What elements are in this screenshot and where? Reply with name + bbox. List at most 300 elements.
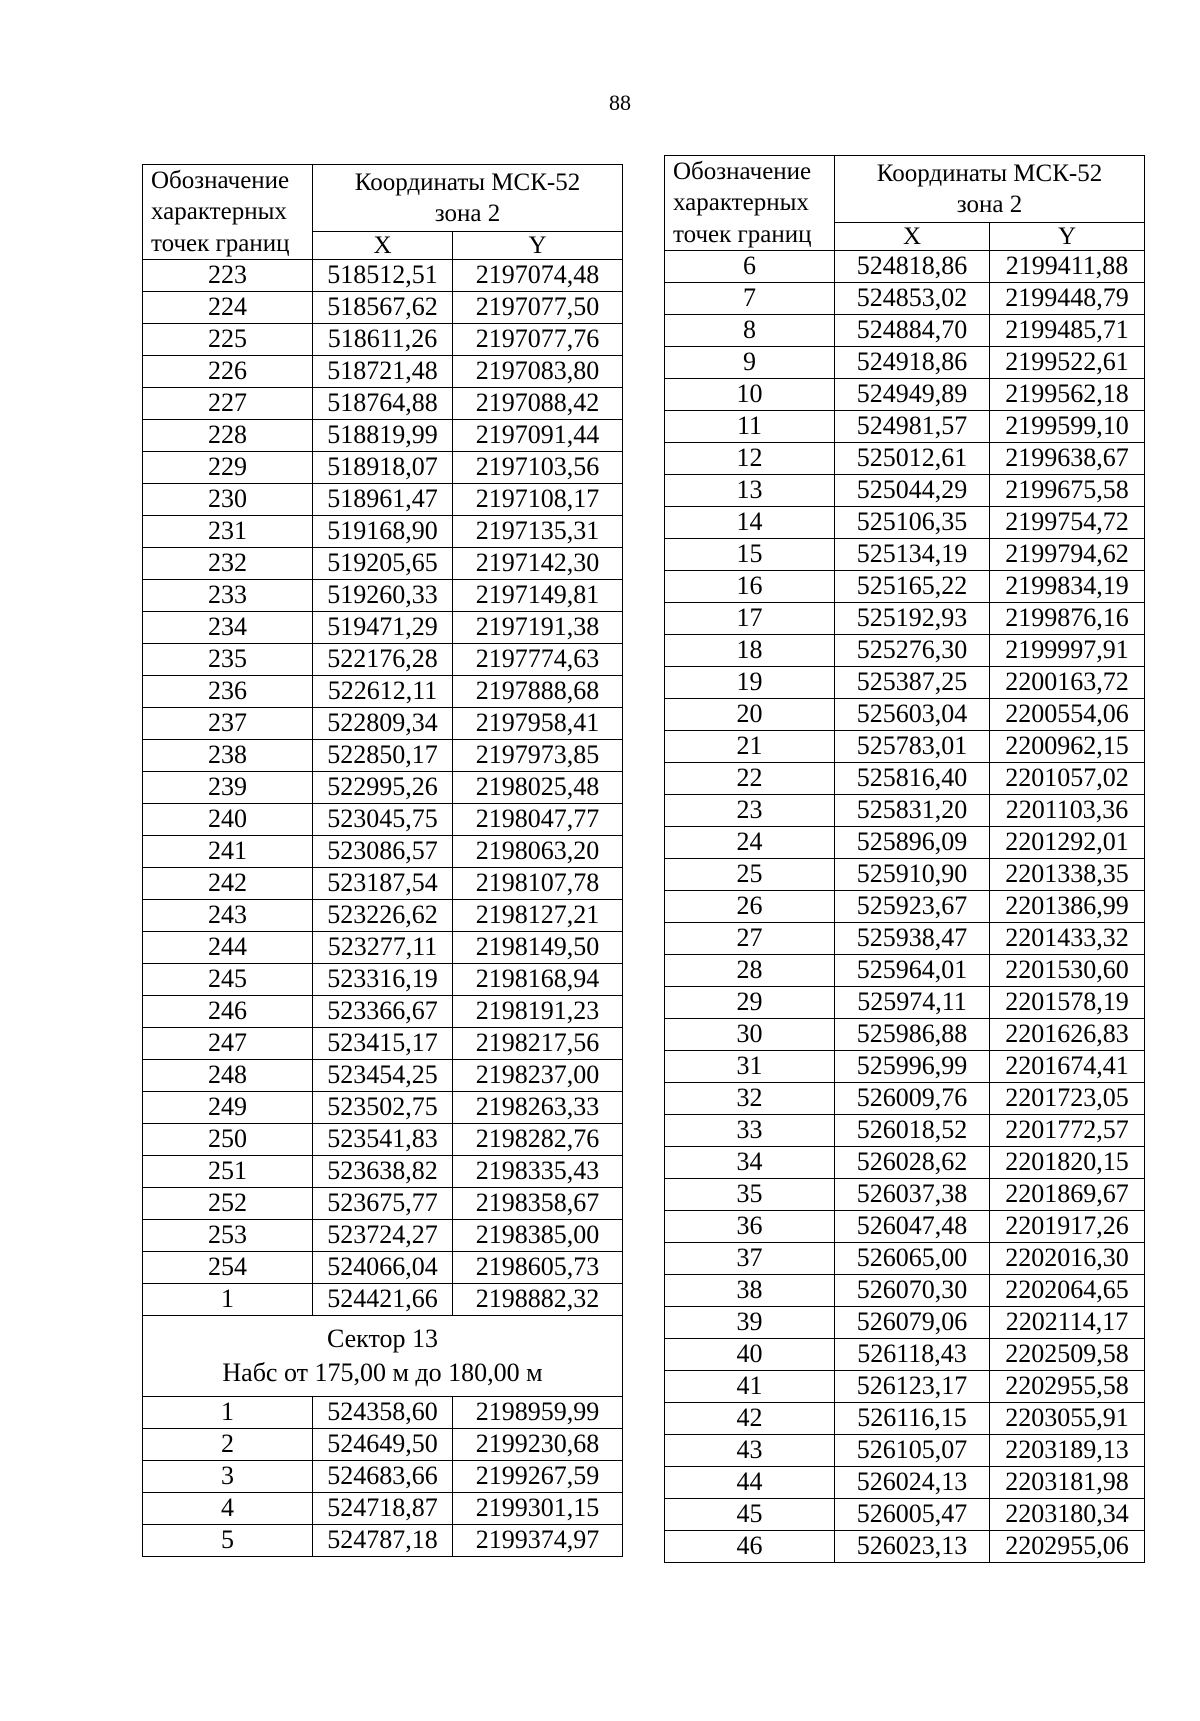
y-cell: 2197103,56 xyxy=(453,451,623,483)
table-row xyxy=(143,1059,623,1091)
point-id-cell: 32 xyxy=(665,1082,835,1114)
x-cell: 526018,52 xyxy=(835,1114,990,1146)
x-cell: 518721,48 xyxy=(313,355,453,387)
table-row xyxy=(665,1146,1145,1178)
x-cell: 524884,70 xyxy=(835,314,990,346)
x-cell: 518611,26 xyxy=(313,323,453,355)
sector-header-row xyxy=(143,1315,623,1396)
x-cell: 519168,90 xyxy=(313,515,453,547)
x-cell: 525387,25 xyxy=(835,666,990,698)
y-cell: 2197108,17 xyxy=(453,483,623,515)
x-cell: 526105,07 xyxy=(835,1434,990,1466)
y-cell: 2198191,23 xyxy=(453,995,623,1027)
x-cell: 526009,76 xyxy=(835,1082,990,1114)
x-cell: 523045,75 xyxy=(313,803,453,835)
y-cell: 2198335,43 xyxy=(453,1155,623,1187)
table-row xyxy=(665,1402,1145,1434)
table-row xyxy=(143,1492,623,1524)
y-cell: 2199301,15 xyxy=(453,1492,623,1524)
table-row xyxy=(665,890,1145,922)
x-cell: 518918,07 xyxy=(313,451,453,483)
y-cell: 2197774,63 xyxy=(453,643,623,675)
x-cell: 523415,17 xyxy=(313,1027,453,1059)
y-cell: 2201772,57 xyxy=(990,1114,1145,1146)
x-cell: 525996,99 xyxy=(835,1050,990,1082)
y-cell: 2201820,15 xyxy=(990,1146,1145,1178)
x-cell: 525134,19 xyxy=(835,538,990,570)
point-id-cell: 35 xyxy=(665,1178,835,1210)
point-id-cell: 3 xyxy=(143,1460,313,1492)
x-cell: 525603,04 xyxy=(835,698,990,730)
point-id-cell: 44 xyxy=(665,1466,835,1498)
table-row xyxy=(143,803,623,835)
y-cell: 2201917,26 xyxy=(990,1210,1145,1242)
x-cell: 522176,28 xyxy=(313,643,453,675)
point-id-cell: 6 xyxy=(665,250,835,282)
point-label-header: Обозначение характерных точек границ xyxy=(665,156,835,251)
table-row xyxy=(665,250,1145,282)
point-id-cell: 1 xyxy=(143,1283,313,1315)
table-row xyxy=(143,611,623,643)
table-row xyxy=(143,1524,623,1556)
y-cell: 2201723,05 xyxy=(990,1082,1145,1114)
y-cell: 2199448,79 xyxy=(990,282,1145,314)
table-row xyxy=(665,1082,1145,1114)
table-row xyxy=(665,538,1145,570)
y-cell: 2201626,83 xyxy=(990,1018,1145,1050)
y-cell: 2198127,21 xyxy=(453,899,623,931)
x-cell: 524421,66 xyxy=(313,1283,453,1315)
y-cell: 2203189,13 xyxy=(990,1434,1145,1466)
y-cell: 2197149,81 xyxy=(453,579,623,611)
y-cell: 2199374,97 xyxy=(453,1524,623,1556)
point-id-cell: 42 xyxy=(665,1402,835,1434)
y-cell: 2197077,50 xyxy=(453,291,623,323)
point-id-cell: 253 xyxy=(143,1219,313,1251)
y-header: Y xyxy=(990,223,1145,251)
y-cell: 2198107,78 xyxy=(453,867,623,899)
point-id-cell: 25 xyxy=(665,858,835,890)
x-cell: 525964,01 xyxy=(835,954,990,986)
y-cell: 2198282,76 xyxy=(453,1123,623,1155)
y-cell: 2197973,85 xyxy=(453,739,623,771)
table-row xyxy=(143,547,623,579)
table-row xyxy=(143,1251,623,1283)
y-cell: 2199267,59 xyxy=(453,1460,623,1492)
point-id-cell: 229 xyxy=(143,451,313,483)
table-row xyxy=(143,899,623,931)
x-cell: 523675,77 xyxy=(313,1187,453,1219)
x-cell: 526123,17 xyxy=(835,1370,990,1402)
x-cell: 525923,67 xyxy=(835,890,990,922)
point-id-cell: 38 xyxy=(665,1274,835,1306)
y-cell: 2201338,35 xyxy=(990,858,1145,890)
y-cell: 2202016,30 xyxy=(990,1242,1145,1274)
point-id-cell: 248 xyxy=(143,1059,313,1091)
point-id-cell: 21 xyxy=(665,730,835,762)
x-cell: 526023,13 xyxy=(835,1530,990,1562)
x-cell: 525044,29 xyxy=(835,474,990,506)
point-id-cell: 20 xyxy=(665,698,835,730)
x-cell: 526028,62 xyxy=(835,1146,990,1178)
point-id-cell: 9 xyxy=(665,346,835,378)
table-row xyxy=(665,666,1145,698)
x-cell: 526037,38 xyxy=(835,1178,990,1210)
table-row xyxy=(143,1460,623,1492)
table-row xyxy=(143,1155,623,1187)
table-row xyxy=(143,643,623,675)
point-id-cell: 37 xyxy=(665,1242,835,1274)
x-cell: 524981,57 xyxy=(835,410,990,442)
point-id-cell: 225 xyxy=(143,323,313,355)
point-id-cell: 39 xyxy=(665,1306,835,1338)
sector-title: Сектор 13 xyxy=(326,1323,438,1353)
point-id-cell: 240 xyxy=(143,803,313,835)
y-cell: 2199675,58 xyxy=(990,474,1145,506)
y-cell: 2198263,33 xyxy=(453,1091,623,1123)
y-cell: 2197088,42 xyxy=(453,387,623,419)
point-id-cell: 236 xyxy=(143,675,313,707)
point-id-cell: 250 xyxy=(143,1123,313,1155)
y-cell: 2199754,72 xyxy=(990,506,1145,538)
table-row xyxy=(143,867,623,899)
x-cell: 525192,93 xyxy=(835,602,990,634)
x-cell: 524683,66 xyxy=(313,1460,453,1492)
point-id-cell: 242 xyxy=(143,867,313,899)
y-cell: 2199638,67 xyxy=(990,442,1145,474)
x-cell: 525276,30 xyxy=(835,634,990,666)
point-id-cell: 231 xyxy=(143,515,313,547)
y-cell: 2198385,00 xyxy=(453,1219,623,1251)
table-row xyxy=(665,570,1145,602)
table-row xyxy=(143,355,623,387)
y-cell: 2201869,67 xyxy=(990,1178,1145,1210)
point-id-cell: 16 xyxy=(665,570,835,602)
x-cell: 525012,61 xyxy=(835,442,990,474)
point-id-cell: 243 xyxy=(143,899,313,931)
table-row xyxy=(665,986,1145,1018)
point-id-cell: 30 xyxy=(665,1018,835,1050)
y-cell: 2201578,19 xyxy=(990,986,1145,1018)
x-cell: 526118,43 xyxy=(835,1338,990,1370)
x-cell: 523541,83 xyxy=(313,1123,453,1155)
table-row xyxy=(143,259,623,291)
x-cell: 526116,15 xyxy=(835,1402,990,1434)
point-id-cell: 23 xyxy=(665,794,835,826)
point-id-cell: 234 xyxy=(143,611,313,643)
x-cell: 524787,18 xyxy=(313,1524,453,1556)
y-cell: 2197142,30 xyxy=(453,547,623,579)
y-cell: 2199876,16 xyxy=(990,602,1145,634)
table-row xyxy=(143,579,623,611)
y-cell: 2201103,36 xyxy=(990,794,1145,826)
table-row xyxy=(665,1114,1145,1146)
point-id-cell: 241 xyxy=(143,835,313,867)
sector-header xyxy=(143,1315,623,1396)
point-id-cell: 252 xyxy=(143,1187,313,1219)
x-cell: 524853,02 xyxy=(835,282,990,314)
y-cell: 2198358,67 xyxy=(453,1187,623,1219)
table-row xyxy=(143,1187,623,1219)
x-cell: 525896,09 xyxy=(835,826,990,858)
table-row xyxy=(143,291,623,323)
table-row xyxy=(143,1027,623,1059)
table-row xyxy=(665,954,1145,986)
x-cell: 523086,57 xyxy=(313,835,453,867)
point-id-cell: 11 xyxy=(665,410,835,442)
x-cell: 526070,30 xyxy=(835,1274,990,1306)
point-id-cell: 13 xyxy=(665,474,835,506)
table-row xyxy=(665,1210,1145,1242)
table-row xyxy=(143,707,623,739)
table-row xyxy=(143,515,623,547)
x-cell: 525910,90 xyxy=(835,858,990,890)
x-cell: 525938,47 xyxy=(835,922,990,954)
y-cell: 2197958,41 xyxy=(453,707,623,739)
y-cell: 2201386,99 xyxy=(990,890,1145,922)
table-row xyxy=(143,483,623,515)
x-cell: 524949,89 xyxy=(835,378,990,410)
y-cell: 2199599,10 xyxy=(990,410,1145,442)
point-id-cell: 14 xyxy=(665,506,835,538)
x-cell: 523187,54 xyxy=(313,867,453,899)
table-row xyxy=(143,739,623,771)
x-cell: 523366,67 xyxy=(313,995,453,1027)
table-row xyxy=(143,1428,623,1460)
table-row xyxy=(665,826,1145,858)
y-cell: 2200163,72 xyxy=(990,666,1145,698)
point-id-cell: 19 xyxy=(665,666,835,698)
coordinates-table-left xyxy=(142,164,623,1557)
x-cell: 523277,11 xyxy=(313,931,453,963)
y-cell: 2199794,62 xyxy=(990,538,1145,570)
y-cell: 2197074,48 xyxy=(453,259,623,291)
table-row xyxy=(665,282,1145,314)
x-cell: 522612,11 xyxy=(313,675,453,707)
x-cell: 524358,60 xyxy=(313,1396,453,1428)
x-cell: 522809,34 xyxy=(313,707,453,739)
y-cell: 2197091,44 xyxy=(453,419,623,451)
point-id-cell: 26 xyxy=(665,890,835,922)
point-id-cell: 227 xyxy=(143,387,313,419)
table-row xyxy=(665,762,1145,794)
table-row xyxy=(143,451,623,483)
table-row xyxy=(665,474,1145,506)
point-id-cell: 239 xyxy=(143,771,313,803)
point-id-cell: 31 xyxy=(665,1050,835,1082)
x-cell: 525783,01 xyxy=(835,730,990,762)
point-id-cell: 40 xyxy=(665,1338,835,1370)
table-row xyxy=(143,419,623,451)
point-id-cell: 36 xyxy=(665,1210,835,1242)
coordinates-table-right xyxy=(664,155,1145,1563)
table-row xyxy=(665,1178,1145,1210)
point-id-cell: 228 xyxy=(143,419,313,451)
point-id-cell: 5 xyxy=(143,1524,313,1556)
y-cell: 2197083,80 xyxy=(453,355,623,387)
table-row xyxy=(665,1050,1145,1082)
table-row xyxy=(143,387,623,419)
point-id-cell: 251 xyxy=(143,1155,313,1187)
x-cell: 524066,04 xyxy=(313,1251,453,1283)
y-cell: 2198168,94 xyxy=(453,963,623,995)
table-row xyxy=(665,922,1145,954)
table-row xyxy=(143,675,623,707)
table-row xyxy=(665,1370,1145,1402)
point-id-cell: 33 xyxy=(665,1114,835,1146)
table-row xyxy=(143,1396,623,1428)
point-id-cell: 245 xyxy=(143,963,313,995)
x-header: X xyxy=(313,232,453,260)
table-row xyxy=(143,995,623,1027)
x-cell: 525974,11 xyxy=(835,986,990,1018)
y-header: Y xyxy=(453,232,623,260)
sector-subtitle: Набс от 175,00 м до 180,00 м xyxy=(222,1357,543,1387)
y-cell: 2202509,58 xyxy=(990,1338,1145,1370)
y-cell: 2199562,18 xyxy=(990,378,1145,410)
point-id-cell: 254 xyxy=(143,1251,313,1283)
y-cell: 2202955,58 xyxy=(990,1370,1145,1402)
table-row xyxy=(143,1283,623,1315)
y-cell: 2198025,48 xyxy=(453,771,623,803)
x-cell: 519471,29 xyxy=(313,611,453,643)
x-cell: 525165,22 xyxy=(835,570,990,602)
page-number: 88 xyxy=(609,90,631,115)
x-cell: 526024,13 xyxy=(835,1466,990,1498)
y-cell: 2198605,73 xyxy=(453,1251,623,1283)
point-id-cell: 223 xyxy=(143,259,313,291)
x-cell: 525106,35 xyxy=(835,506,990,538)
x-cell: 524818,86 xyxy=(835,250,990,282)
y-cell: 2199997,91 xyxy=(990,634,1145,666)
table-row xyxy=(665,698,1145,730)
y-cell: 2203180,34 xyxy=(990,1498,1145,1530)
point-id-cell: 41 xyxy=(665,1370,835,1402)
table-row xyxy=(143,1091,623,1123)
table-row xyxy=(665,442,1145,474)
x-cell: 523502,75 xyxy=(313,1091,453,1123)
point-id-cell: 12 xyxy=(665,442,835,474)
x-cell: 523638,82 xyxy=(313,1155,453,1187)
x-cell: 523454,25 xyxy=(313,1059,453,1091)
table-row xyxy=(143,771,623,803)
table-row xyxy=(665,730,1145,762)
point-id-cell: 22 xyxy=(665,762,835,794)
x-cell: 524649,50 xyxy=(313,1428,453,1460)
point-id-cell: 226 xyxy=(143,355,313,387)
point-id-cell: 244 xyxy=(143,931,313,963)
point-id-cell: 224 xyxy=(143,291,313,323)
y-cell: 2200962,15 xyxy=(990,730,1145,762)
x-cell: 525816,40 xyxy=(835,762,990,794)
y-cell: 2201057,02 xyxy=(990,762,1145,794)
x-cell: 519260,33 xyxy=(313,579,453,611)
table-row xyxy=(665,1242,1145,1274)
coords-title-header: Координаты МСК-52 зона 2 xyxy=(313,165,623,232)
x-cell: 518819,99 xyxy=(313,419,453,451)
x-cell: 524918,86 xyxy=(835,346,990,378)
x-cell: 526079,06 xyxy=(835,1306,990,1338)
point-id-cell: 235 xyxy=(143,643,313,675)
y-cell: 2198237,00 xyxy=(453,1059,623,1091)
x-cell: 522995,26 xyxy=(313,771,453,803)
y-cell: 2198149,50 xyxy=(453,931,623,963)
point-id-cell: 45 xyxy=(665,1498,835,1530)
table-row xyxy=(665,346,1145,378)
point-id-cell: 230 xyxy=(143,483,313,515)
x-cell: 526047,48 xyxy=(835,1210,990,1242)
table-row xyxy=(143,323,623,355)
y-cell: 2200554,06 xyxy=(990,698,1145,730)
point-id-cell: 246 xyxy=(143,995,313,1027)
x-cell: 523226,62 xyxy=(313,899,453,931)
y-cell: 2198063,20 xyxy=(453,835,623,867)
y-cell: 2197888,68 xyxy=(453,675,623,707)
y-cell: 2203055,91 xyxy=(990,1402,1145,1434)
point-id-cell: 28 xyxy=(665,954,835,986)
x-cell: 526005,47 xyxy=(835,1498,990,1530)
point-id-cell: 4 xyxy=(143,1492,313,1524)
point-id-cell: 43 xyxy=(665,1434,835,1466)
y-cell: 2202955,06 xyxy=(990,1530,1145,1562)
table-row xyxy=(143,835,623,867)
point-id-cell: 232 xyxy=(143,547,313,579)
table-row xyxy=(665,1338,1145,1370)
y-cell: 2197135,31 xyxy=(453,515,623,547)
y-cell: 2197077,76 xyxy=(453,323,623,355)
point-id-cell: 233 xyxy=(143,579,313,611)
table-row xyxy=(665,378,1145,410)
table-row xyxy=(665,1466,1145,1498)
table-row xyxy=(665,602,1145,634)
y-cell: 2199522,61 xyxy=(990,346,1145,378)
y-cell: 2199485,71 xyxy=(990,314,1145,346)
point-id-cell: 8 xyxy=(665,314,835,346)
y-cell: 2199834,19 xyxy=(990,570,1145,602)
table-row xyxy=(665,1498,1145,1530)
y-cell: 2202064,65 xyxy=(990,1274,1145,1306)
y-cell: 2198882,32 xyxy=(453,1283,623,1315)
y-cell: 2202114,17 xyxy=(990,1306,1145,1338)
point-id-cell: 2 xyxy=(143,1428,313,1460)
point-id-cell: 10 xyxy=(665,378,835,410)
point-id-cell: 249 xyxy=(143,1091,313,1123)
y-cell: 2203181,98 xyxy=(990,1466,1145,1498)
y-cell: 2201530,60 xyxy=(990,954,1145,986)
x-cell: 525986,88 xyxy=(835,1018,990,1050)
table-row xyxy=(665,1530,1145,1562)
x-cell: 522850,17 xyxy=(313,739,453,771)
point-id-cell: 237 xyxy=(143,707,313,739)
table-row xyxy=(665,506,1145,538)
y-cell: 2199230,68 xyxy=(453,1428,623,1460)
table-row xyxy=(665,1306,1145,1338)
y-cell: 2197191,38 xyxy=(453,611,623,643)
table-row xyxy=(665,634,1145,666)
point-id-cell: 247 xyxy=(143,1027,313,1059)
y-cell: 2199411,88 xyxy=(990,250,1145,282)
x-cell: 525831,20 xyxy=(835,794,990,826)
point-id-cell: 24 xyxy=(665,826,835,858)
x-cell: 518764,88 xyxy=(313,387,453,419)
table-row xyxy=(665,314,1145,346)
y-cell: 2198959,99 xyxy=(453,1396,623,1428)
point-id-cell: 1 xyxy=(143,1396,313,1428)
coords-title-header: Координаты МСК-52 зона 2 xyxy=(835,156,1145,223)
y-cell: 2201292,01 xyxy=(990,826,1145,858)
x-header: X xyxy=(835,223,990,251)
point-id-cell: 29 xyxy=(665,986,835,1018)
